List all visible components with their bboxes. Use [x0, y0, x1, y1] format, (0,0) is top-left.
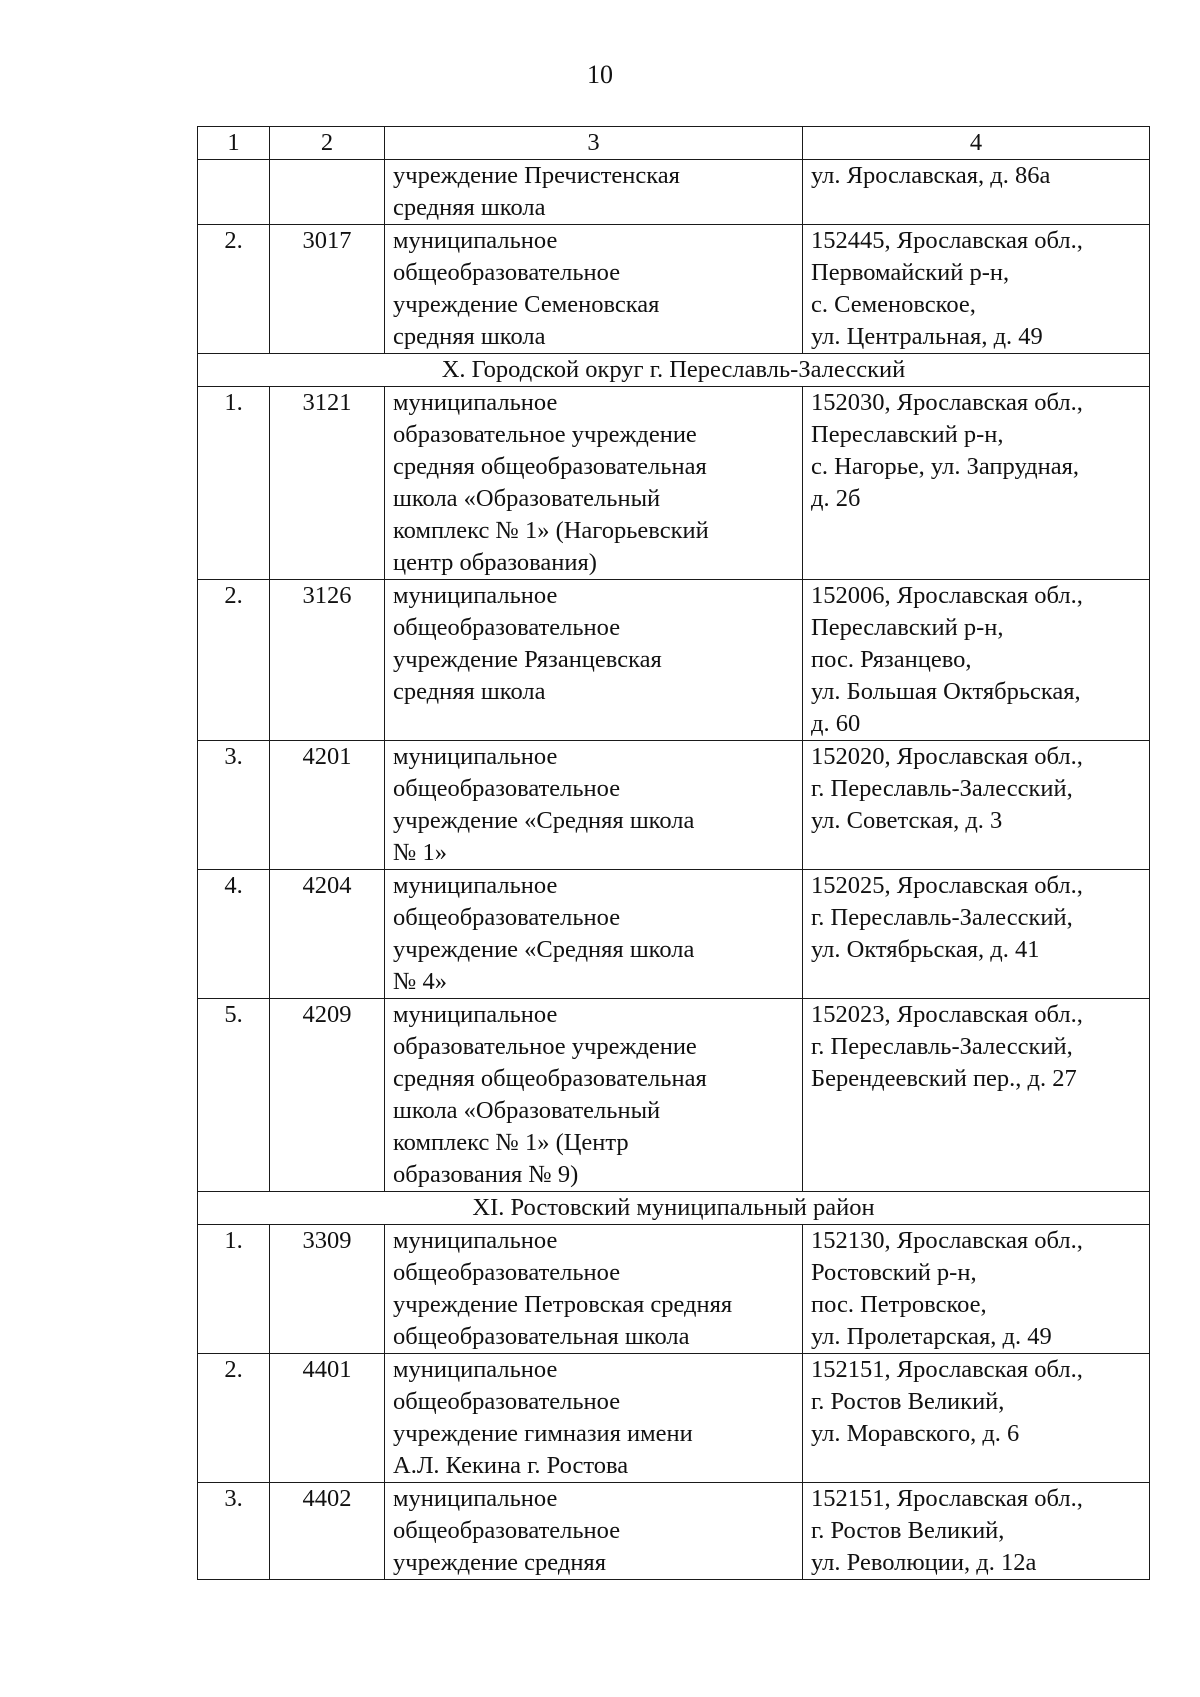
institution-name: муниципальное общеобразовательное учреждение средняя — [385, 1483, 803, 1580]
institution-address: ул. Ярославская, д. 86а — [803, 160, 1150, 225]
row-number: 5. — [198, 999, 270, 1192]
institution-code — [270, 160, 385, 225]
institution-name: муниципальное общеобразовательное учреждение Петровская средняя общеобразовательная школа — [385, 1225, 803, 1354]
table-body — [198, 127, 1150, 1580]
institution-address: 152025, Ярославская обл., г. Переславль-Залесский, ул. Октябрьская, д. 41 — [803, 870, 1150, 999]
table-row — [198, 741, 1150, 870]
table-row — [198, 225, 1150, 354]
institution-name: муниципальное общеобразовательное учреждение «Средняя школа № 4» — [385, 870, 803, 999]
institution-code: 4204 — [270, 870, 385, 999]
table-row — [198, 160, 1150, 225]
page-number: 10 — [587, 60, 613, 89]
row-number: 3. — [198, 1483, 270, 1580]
row-number: 1. — [198, 387, 270, 580]
institution-name: муниципальное общеобразовательное учреждение гимназия имени А.Л. Кекина г. Ростова — [385, 1354, 803, 1483]
institution-code: 4402 — [270, 1483, 385, 1580]
institution-code: 3309 — [270, 1225, 385, 1354]
table-row — [198, 387, 1150, 580]
section-header-row — [198, 354, 1150, 387]
institutions-table — [197, 126, 1150, 1580]
institution-code: 3017 — [270, 225, 385, 354]
table-row — [198, 870, 1150, 999]
row-number: 4. — [198, 870, 270, 999]
institution-code: 4401 — [270, 1354, 385, 1483]
institution-address: 152151, Ярославская обл., г. Ростов Великий, ул. Моравского, д. 6 — [803, 1354, 1150, 1483]
section-title: X. Городской округ г. Переславль-Залесский — [198, 354, 1150, 387]
institution-name: муниципальное общеобразовательное учреждение Семеновская средняя школа — [385, 225, 803, 354]
column-header: 3 — [385, 127, 803, 160]
institution-address: 152023, Ярославская обл., г. Переславль-Залесский, Берендеевский пер., д. 27 — [803, 999, 1150, 1192]
table-row — [198, 1354, 1150, 1483]
institution-name: муниципальное образовательное учреждение средняя общеобразовательная школа «Образовательный комплекс № 1» (Нагорьевский центр образования) — [385, 387, 803, 580]
row-number: 1. — [198, 1225, 270, 1354]
row-number: 2. — [198, 580, 270, 741]
institution-code: 4209 — [270, 999, 385, 1192]
institution-code: 3126 — [270, 580, 385, 741]
column-header-row — [198, 127, 1150, 160]
institution-name: муниципальное образовательное учреждение средняя общеобразовательная школа «Образовательный комплекс № 1» (Центр образования № 9) — [385, 999, 803, 1192]
institution-address: 152030, Ярославская обл., Переславский р-н, с. Нагорье, ул. Запрудная, д. 2б — [803, 387, 1150, 580]
column-header: 1 — [198, 127, 270, 160]
table-row — [198, 999, 1150, 1192]
table-row — [198, 1483, 1150, 1580]
institution-address: 152151, Ярославская обл., г. Ростов Великий, ул. Революции, д. 12а — [803, 1483, 1150, 1580]
institution-name: муниципальное общеобразовательное учреждение «Средняя школа № 1» — [385, 741, 803, 870]
institution-name: учреждение Пречистенская средняя школа — [385, 160, 803, 225]
row-number: 2. — [198, 225, 270, 354]
table-row — [198, 1225, 1150, 1354]
institution-code: 3121 — [270, 387, 385, 580]
institution-address: 152130, Ярославская обл., Ростовский р-н, пос. Петровское, ул. Пролетарская, д. 49 — [803, 1225, 1150, 1354]
table-row — [198, 580, 1150, 741]
institution-code: 4201 — [270, 741, 385, 870]
column-header: 4 — [803, 127, 1150, 160]
institution-address: 152006, Ярославская обл., Переславский р-н, пос. Рязанцево, ул. Большая Октябрьская, д. 60 — [803, 580, 1150, 741]
section-header-row — [198, 1192, 1150, 1225]
institution-name: муниципальное общеобразовательное учреждение Рязанцевская средняя школа — [385, 580, 803, 741]
section-title: XI. Ростовский муниципальный район — [198, 1192, 1150, 1225]
row-number — [198, 160, 270, 225]
row-number: 3. — [198, 741, 270, 870]
institution-address: 152020, Ярославская обл., г. Переславль-Залесский, ул. Советская, д. 3 — [803, 741, 1150, 870]
row-number: 2. — [198, 1354, 270, 1483]
institution-address: 152445, Ярославская обл., Первомайский р-н, с. Семеновское, ул. Центральная, д. 49 — [803, 225, 1150, 354]
column-header: 2 — [270, 127, 385, 160]
